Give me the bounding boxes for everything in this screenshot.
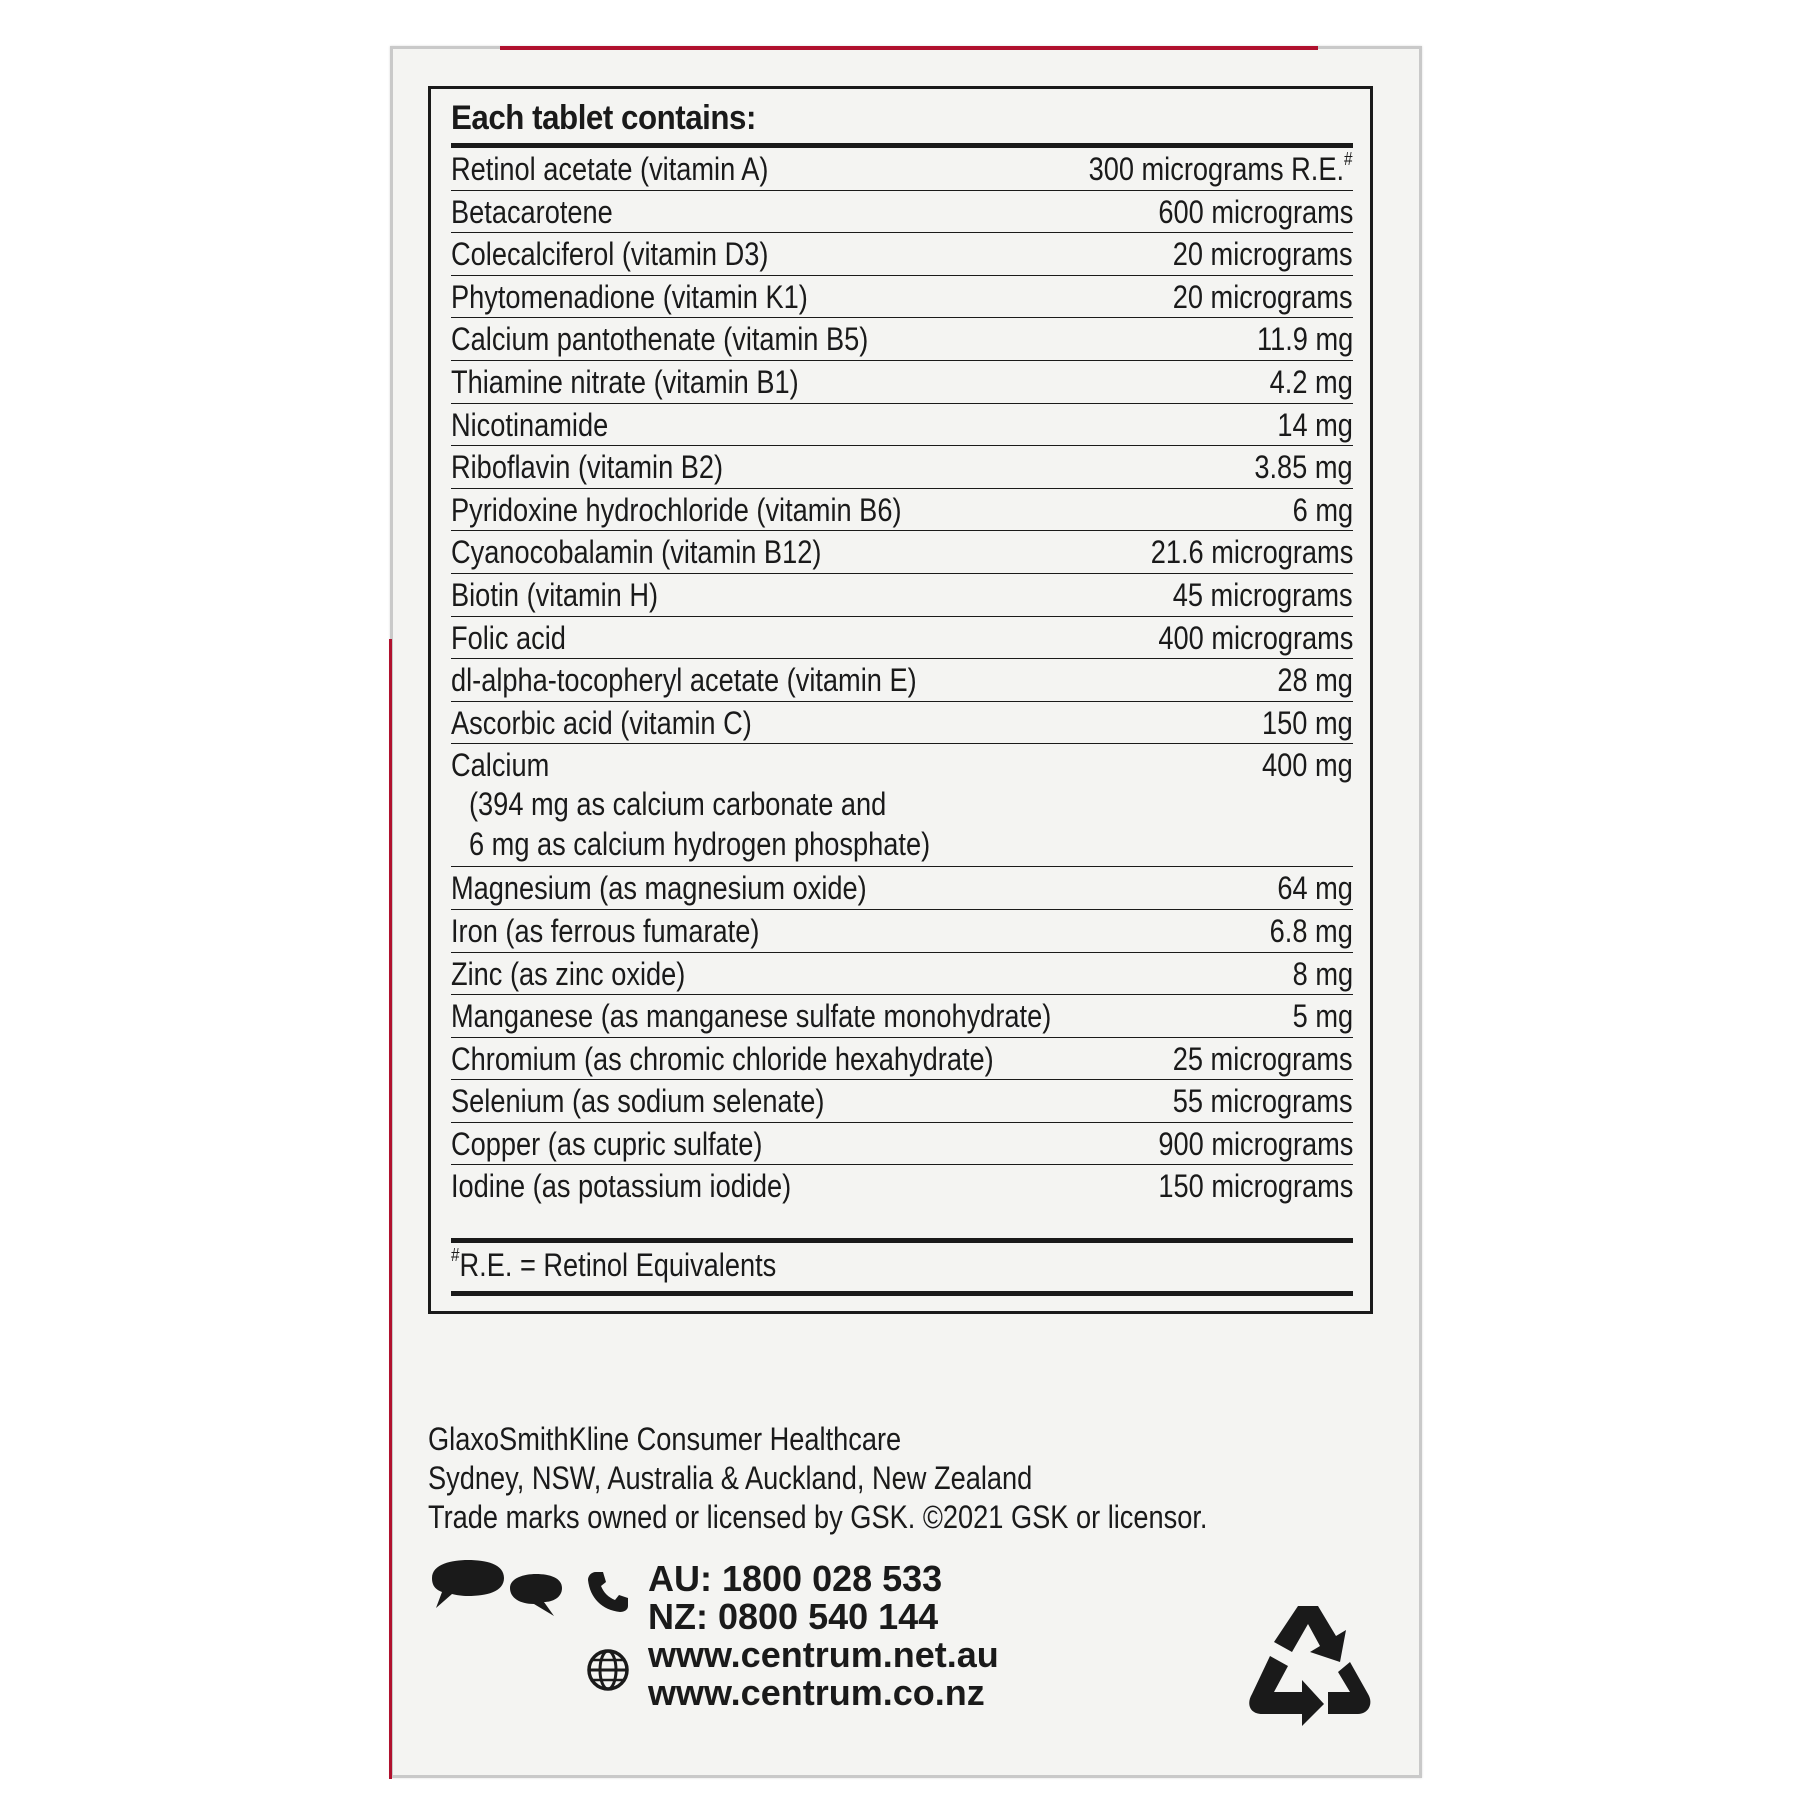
ingredient-row <box>451 191 1353 234</box>
ingredient-amount <box>1270 913 1353 950</box>
ingredient-name: Chromium (as chromic chloride hexahydrate) <box>451 1040 994 1077</box>
au-phone[interactable]: AU: 1800 028 533 <box>648 1558 943 1599</box>
ingredient-amount-text: 25 micrograms <box>1173 1040 1353 1077</box>
ingredient-amount <box>1257 321 1353 358</box>
ingredient-row <box>451 995 1353 1038</box>
ingredient-name: Iron (as ferrous fumarate) <box>451 912 760 949</box>
ingredient-row <box>451 702 1353 745</box>
ingredient-row <box>451 867 1353 910</box>
footnote-marker: # <box>451 1245 460 1265</box>
ingredient-name: Manganese (as manganese sulfate monohydrate) <box>451 998 1052 1035</box>
ingredient-amount-text: 300 micrograms R.E. <box>1089 151 1345 187</box>
speech-bubbles-icon <box>428 1558 564 1629</box>
ingredient-name: Magnesium (as magnesium oxide) <box>451 870 867 907</box>
ingredient-row <box>451 659 1353 702</box>
ingredient-name: Cyanocobalamin (vitamin B12) <box>451 534 822 571</box>
footnote <box>451 1247 776 1284</box>
ingredient-amount-text: 150 mg <box>1262 704 1353 741</box>
ingredient-amount <box>1173 279 1353 316</box>
ingredient-name: Selenium (as sodium selenate) <box>451 1083 825 1120</box>
phone-icon <box>586 1570 630 1619</box>
ingredient-amount <box>1255 449 1353 486</box>
company-info <box>428 1420 1207 1537</box>
ingredient-amount-text: 6.8 mg <box>1269 912 1353 949</box>
ingredient-amount-text: 20 micrograms <box>1173 278 1353 315</box>
ingredient-name: Retinol acetate (vitamin A) <box>451 151 769 187</box>
ingredient-amount-text: 600 micrograms <box>1158 193 1353 230</box>
ingredient-amount <box>1158 1168 1353 1205</box>
ingredient-row <box>451 574 1353 617</box>
ingredient-amount-text: 5 mg <box>1292 998 1353 1035</box>
ingredient-amount <box>1173 1083 1353 1120</box>
ingredient-row <box>451 446 1353 489</box>
ingredient-amount <box>1089 151 1353 188</box>
recycle-icon <box>1240 1600 1376 1733</box>
ingredient-amount-text: 55 micrograms <box>1173 1083 1353 1120</box>
ingredient-amount-text: 45 micrograms <box>1173 576 1353 613</box>
ingredient-row <box>451 318 1353 361</box>
ingredient-row <box>451 148 1353 191</box>
contact-block <box>648 1560 999 1712</box>
ingredient-name: Copper (as cupric sulfate) <box>451 1125 763 1162</box>
footnote-marker: # <box>1344 149 1353 169</box>
ingredient-name: Nicotinamide <box>451 406 609 443</box>
ingredient-row <box>451 404 1353 447</box>
ingredient-amount <box>1270 364 1353 401</box>
ingredient-amount-text: 64 mg <box>1277 870 1353 907</box>
website-au-link[interactable]: www.centrum.net.au <box>648 1634 999 1675</box>
ingredient-row <box>451 953 1353 996</box>
website-nz-link[interactable]: www.centrum.co.nz <box>648 1672 985 1713</box>
ingredient-amount <box>1293 998 1353 1035</box>
red-left-edge <box>389 639 392 1779</box>
ingredient-amount <box>1158 620 1353 657</box>
ingredients-box <box>428 86 1373 1314</box>
ingredient-amount-text: 21.6 micrograms <box>1150 534 1353 571</box>
ingredient-amount <box>1293 956 1353 993</box>
ingredient-amount <box>1173 577 1353 614</box>
bottom-rule <box>451 1291 1353 1296</box>
ingredient-amount <box>1150 534 1353 571</box>
ingredient-amount <box>1158 1126 1353 1163</box>
ingredient-name: Thiamine nitrate (vitamin B1) <box>451 363 799 400</box>
ingredient-row <box>451 744 1353 867</box>
ingredient-amount <box>1158 194 1353 231</box>
ingredient-amount-text: 400 mg <box>1262 747 1353 784</box>
ingredient-detail: 6 mg as calcium hydrogen phosphate) <box>469 826 931 863</box>
ingredient-name: Folic acid <box>451 619 566 656</box>
footnote-text: R.E. = Retinol Equivalents <box>459 1247 777 1283</box>
ingredient-amount <box>1173 236 1353 273</box>
ingredient-amount <box>1262 705 1353 742</box>
footer-rule <box>451 1238 1353 1243</box>
globe-icon <box>586 1648 630 1697</box>
ingredient-amount <box>1262 747 1353 784</box>
ingredient-name: Colecalciferol (vitamin D3) <box>451 236 769 273</box>
ingredient-name: Pyridoxine hydrochloride (vitamin B6) <box>451 491 902 528</box>
ingredient-amount-text: 11.9 mg <box>1256 321 1353 358</box>
ingredient-row <box>451 361 1353 404</box>
ingredient-name: Iodine (as potassium iodide) <box>451 1168 792 1205</box>
ingredient-amount-text: 900 micrograms <box>1158 1125 1353 1162</box>
ingredient-name: Calcium pantothenate (vitamin B5) <box>451 321 869 358</box>
ingredient-amount-text: 3.85 mg <box>1254 449 1353 486</box>
ingredient-amount-text: 28 mg <box>1277 662 1353 699</box>
ingredient-amount-text: 4.2 mg <box>1269 363 1353 400</box>
company-location: Sydney, NSW, Australia & Auckland, New Zealand <box>428 1460 1033 1496</box>
ingredient-row <box>451 489 1353 532</box>
ingredient-amount <box>1277 407 1353 444</box>
ingredient-row <box>451 1080 1353 1123</box>
ingredient-name: dl-alpha-tocopheryl acetate (vitamin E) <box>451 662 917 699</box>
ingredient-row <box>451 1038 1353 1081</box>
ingredient-name: Betacarotene <box>451 193 613 230</box>
ingredient-amount-text: 400 micrograms <box>1158 619 1353 656</box>
ingredient-amount <box>1293 492 1353 529</box>
ingredient-detail: (394 mg as calcium carbonate and <box>469 786 887 823</box>
ingredient-row <box>451 531 1353 574</box>
ingredient-name: Phytomenadione (vitamin K1) <box>451 278 808 315</box>
ingredient-amount-text: 6 mg <box>1292 491 1353 528</box>
ingredient-row <box>451 617 1353 660</box>
ingredients-heading: Each tablet contains: <box>451 99 756 137</box>
ingredient-amount-text: 20 micrograms <box>1173 236 1353 273</box>
ingredient-row <box>451 233 1353 276</box>
nz-phone[interactable]: NZ: 0800 540 144 <box>648 1596 939 1637</box>
ingredient-amount <box>1277 662 1353 699</box>
ingredient-name: Ascorbic acid (vitamin C) <box>451 704 752 741</box>
ingredient-name: Zinc (as zinc oxide) <box>451 955 686 992</box>
trademark-notice: Trade marks owned or licensed by GSK. ©2021 GSK or licensor. <box>428 1499 1208 1535</box>
ingredients-table <box>451 148 1353 1208</box>
ingredient-amount-text: 150 micrograms <box>1158 1168 1353 1205</box>
ingredient-amount <box>1173 1041 1353 1078</box>
ingredient-amount <box>1277 870 1353 907</box>
ingredient-amount-text: 14 mg <box>1277 406 1353 443</box>
red-top-edge <box>500 46 1318 50</box>
ingredient-row <box>451 276 1353 319</box>
ingredient-name: Biotin (vitamin H) <box>451 576 659 613</box>
ingredient-amount-text: 8 mg <box>1292 955 1353 992</box>
ingredient-row <box>451 910 1353 953</box>
ingredient-name: Riboflavin (vitamin B2) <box>451 449 724 486</box>
ingredient-name: Calcium <box>451 747 550 784</box>
ingredient-row <box>451 1123 1353 1166</box>
company-name: GlaxoSmithKline Consumer Healthcare <box>428 1421 902 1457</box>
ingredient-row <box>451 1165 1353 1208</box>
